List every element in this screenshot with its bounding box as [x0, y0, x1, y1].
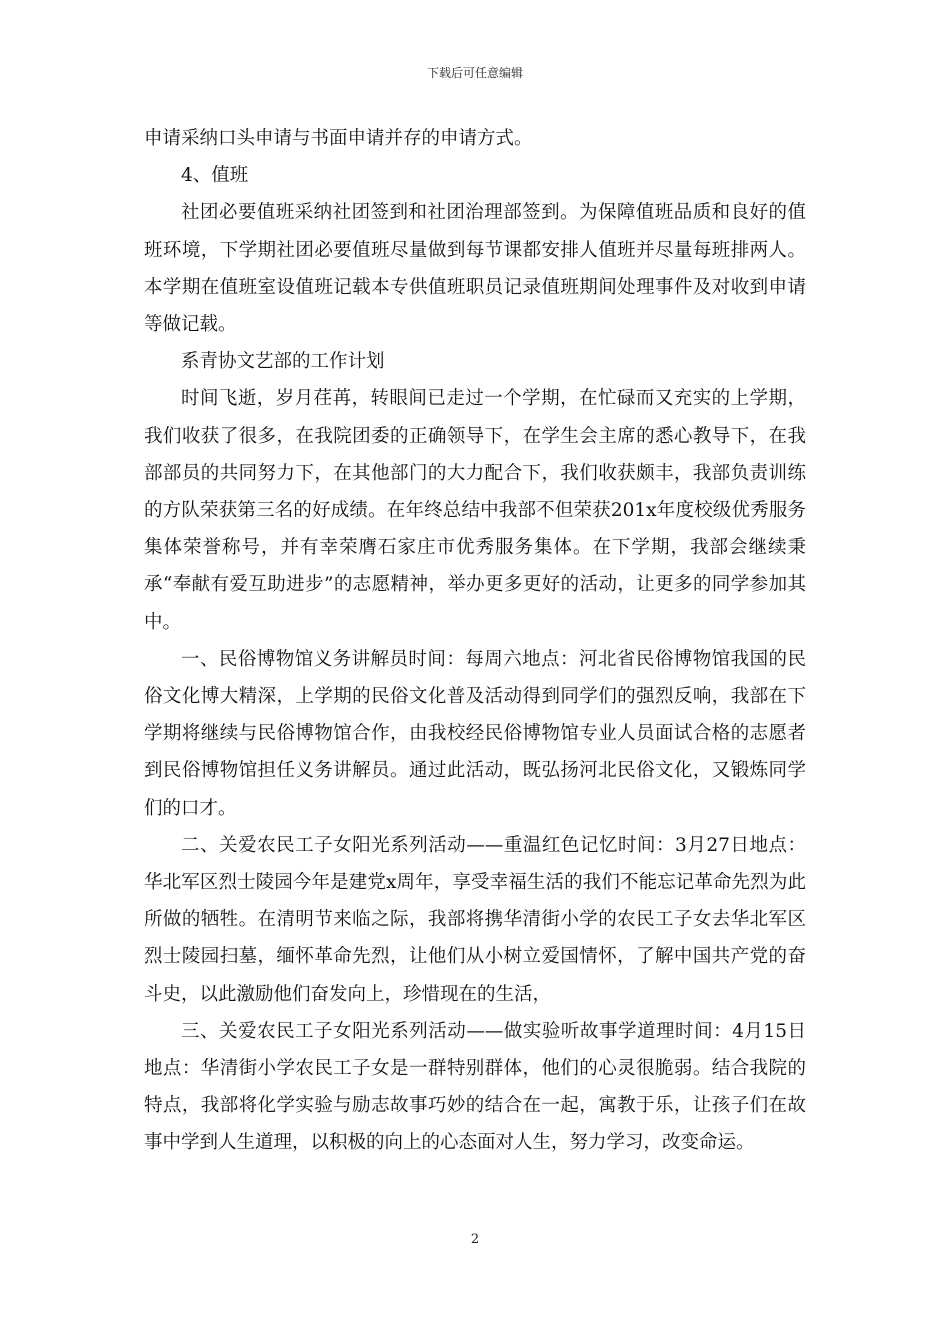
section-heading-work-plan: 系青协文艺部的工作计划 [181, 351, 385, 373]
paragraph-red-memory: 二、关爱农民工子女阳光系列活动——重温红色记忆时间：3月27日地点：华北军区烈士陵园今年是建党x周年，享受幸福生活的我们不能忘记革命先烈为此所做的牺牲。在清明节来临之际，我部将携华清街小学的农民工子女去华北军区烈士陵园扫墓，缅怀革命先烈，让他们从小树立爱国情怀，了解中国共产党的奋斗史，以此激励他们奋发向上，珍惜现在的生活， [144, 834, 806, 1005]
page-header: 下载后可任意编辑 [426, 66, 523, 80]
paragraph-intro: 时间飞逝，岁月荏苒，转眼间已走过一个学期，在忙碌而又充实的上学期，我们收获了很多，在我院团委的正确领导下，在学生会主席的悉心教导下，在我部部员的共同努力下，在其他部门的大力配合下，我们收获颇丰，我部负责训练的方队荣获第三名的好成绩。在年终总结中我部不但荣获201x年度校级优秀服务集体荣誉称号，并有幸荣膺石家庄市优秀服务集体。在下学期，我部会继续秉承“奉献有爱互助进步”的志愿精神，举办更多更好的活动，让更多的同学参加其中。 [144, 388, 806, 633]
paragraph-duty: 社团必要值班采纳社团签到和社团治理部签到。为保障值班品质和良好的值班环境，下学期社团必要值班尽量做到每节课都安排人值班并尽量每班排两人。本学期在值班室设值班记载本专供值班职员记录值班期间处理事件及对收到申请等做记载。 [144, 202, 806, 336]
section-heading-duty: 4、值班 [181, 165, 249, 187]
page-number: 2 [470, 1232, 480, 1247]
paragraph-application-method: 申请采纳口头申请与书面申请并存的申请方式。 [144, 128, 533, 149]
paragraph-museum-guide: 一、民俗博物馆义务讲解员时间：每周六地点：河北省民俗博物馆我国的民俗文化博大精深，上学期的民俗文化普及活动得到同学们的强烈反响，我部在下学期将继续与民俗博物馆合作，由我校经民俗博物馆专业人员面试合格的志愿者到民俗博物馆担任义务讲解员。通过此活动，既弘扬河北民俗文化，又锻炼同学们的口才。 [144, 648, 806, 819]
paragraph-experiment-stories: 三、关爱农民工子女阳光系列活动——做实验听故事学道理时间：4月15日地点：华清街小学农民工子女是一群特别群体，他们的心灵很脆弱。结合我院的特点，我部将化学实验与励志故事巧妙的结合在一起，寓教于乐，让孩子们在故事中学到人生道理，以积极的向上的心态面对人生，努力学习，改变命运。 [144, 1020, 806, 1154]
document-body [144, 120, 806, 1162]
